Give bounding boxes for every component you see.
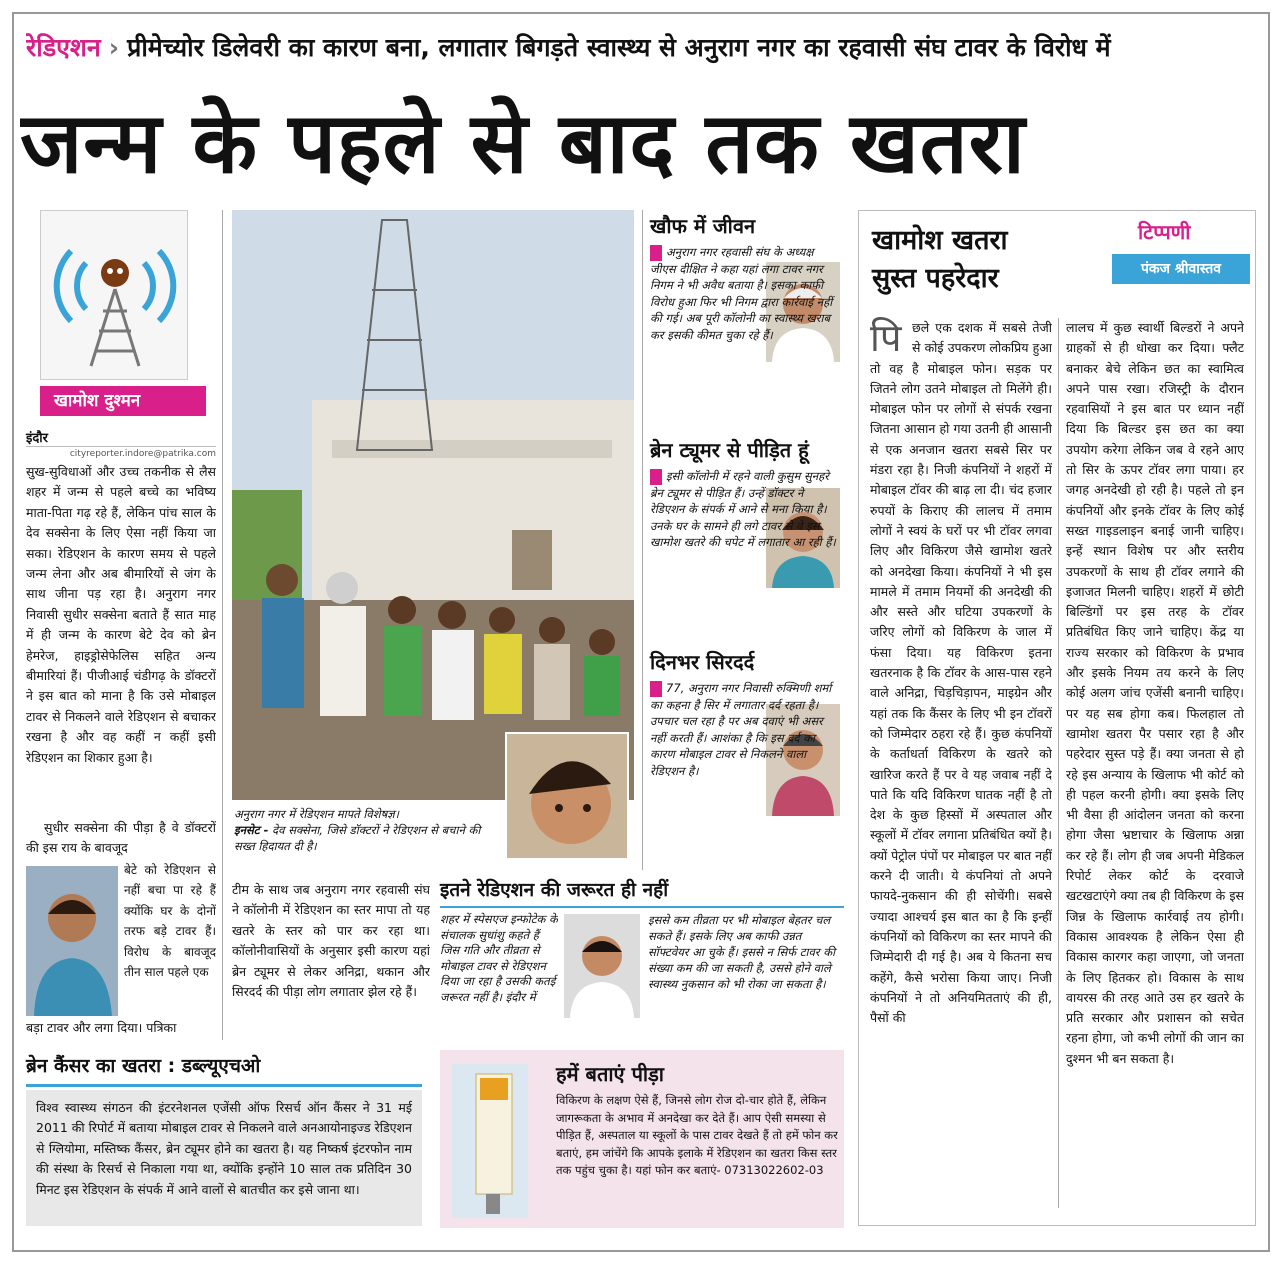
quote-icon xyxy=(650,469,662,485)
left-badge: खामोश दुश्मन xyxy=(40,386,206,416)
who-box: विश्व स्वास्थ्य संगठन की इंटरनेशनल एजेंसी ऑफ रिसर्च ऑन कैंसर ने 31 मई 2011 की रिपोर्ट में बताया मोबाइल टावर से निकलने वाले अनआयोनाइज्ड रेडिएशन से ग्लियोमा, मस्तिष्क कैंसर, ब्रेन ट्यूमर होने का खतरा है। यह निष्कर्ष इंटरफोन नाम की संस्था के रिसर्च से निकाला गया था, क्योंकि इन्होंने 10 साल तक प्रतिदिन 30 मिनट इस रेडिएशन के संपर्क में आने वालों से बातचीत कर इसे जाना था। xyxy=(26,1090,422,1226)
father-photo xyxy=(26,866,118,1016)
man-portrait-icon xyxy=(26,866,118,1016)
column-rule xyxy=(222,210,223,1040)
kicker-tag: रेडिएशन xyxy=(26,33,101,62)
fear-text: अनुराग नगर रहवासी संघ के अध्यक्ष जीएस दीक्षित ने कहा यहां लगा टावर नगर निगम ने भी अवैध बताया है। इसका काफी विरोध हुआ फिर भी निगम द्वारा कार्रवाई नहीं की गई। अब पूरी कॉलोनी का स्वास्थ्य खराब कर इसकी कीमत चुका रहे हैं। xyxy=(650,245,833,342)
opinion-title xyxy=(872,222,1008,298)
need-photo xyxy=(564,914,640,1018)
left-para3: बेटे को रेडिएशन से नहीं बचा पा रहे हैं क्योंकि घर के दोनों तरफ बड़े टावर हैं। विरोध के बावजूद तीन साल पहले एक xyxy=(124,863,216,980)
who-title: ब्रेन कैंसर का खतरा : डब्ल्यूएचओ xyxy=(26,1055,261,1077)
kicker-separator: › xyxy=(108,33,120,62)
headache-title: दिनभर सिरदर्द xyxy=(650,650,755,674)
signal-logo xyxy=(40,210,188,380)
opinion-column-rule xyxy=(1058,318,1059,1208)
left-para2: सुधीर सक्सेना की पीड़ा है वे डॉक्टरों की इस राय के बावजूद xyxy=(26,820,216,856)
child-portrait-icon xyxy=(507,734,627,858)
left-para1: सुख-सुविधाओं और उच्च तकनीक से लैस शहर में जन्म से पहले बच्चे का भविष्य माता-पिता गढ़ रहे हैं, लेकिन पांच साल के देव सक्सेना के लिए ऐसा नहीं किया जा सका। रेडिएशन के कारण समय से पहले जन्म लेना और अब बीमारियों से जंग के साथ जीना पड़ रहा है। अनुराग नगर निवासी सुधीर सक्सेना बताते हैं सात माह में ही जन्म के कारण बेटे देव को ब्रेन हेमरेज, हाइड्रोसेफेलिस सहित अन्य बीमारियां हैं। पीजीआई चंडीगढ़ के डॉक्टरों ने इस बात को माना है कि उसे मोबाइल टावर से निकलने वाले रेडिएशन से बचाकर रखना है और वह कहीं न कहीं इसी रेडिएशन का शिकार हुआ है। xyxy=(26,464,216,765)
tower-sign-icon xyxy=(452,1064,528,1218)
caption-line1: अनुराग नगर में रेडिएशन मापते विशेषज्ञ। xyxy=(234,807,399,821)
tumor-title: ब्रेन ट्यूमर से पीड़ित हूं xyxy=(650,438,809,462)
man-portrait-icon xyxy=(564,914,640,1018)
tower-skull-icon xyxy=(41,211,189,381)
opinion-label: टिप्पणी xyxy=(1138,220,1191,244)
opinion-author: पंकज श्रीवास्तव xyxy=(1112,254,1250,284)
need-rule xyxy=(440,906,844,908)
kicker xyxy=(26,30,1266,70)
opinion-title-line1: खामोश खतरा xyxy=(872,225,1008,256)
tell-title: हमें बताएं पीड़ा xyxy=(556,1062,664,1086)
opinion-col1: छले एक दशक में सबसे तेजी से कोई उपकरण लोकप्रिय हुआ तो वह है मोबाइल फोन। सड़क पर जितने लोग उतने मोबाइल तो मिलेंगे ही। मोबाइल फोन पर लोगों से संपर्क रखना जितना आसान हो गया उतनी ही आसानी से एक अनजान खतरा सबसे सिर पर मंडरा रहा है। निजी कंपनियों ने शहरों में मोबाइल टॉवर की बाढ़ ला दी। चंद हजार रुपयों के किराए की लालच में तमाम लोगों ने स्वयं के घरों पर भी टॉवर लगवा लिए और विकिरण जैसे खामोश खतरे को अनदेखा किया। कंपनियों ने भी इस मामले में तमाम नियमों की अनदेखी की और सस्ते और घटिया उपकरणों के जरिए लोगों को विकिरण के जाल में फंसा दिया। यह विकिरण इतना खतरनाक है कि टॉवर के आस-पास रहने वाले अनिद्रा, चिड़चिड़ापन, माइग्रेन और यहां तक कि कैंसर के लिए भी इन टॉवरों को जिम्मेदार ठहरा रहे हैं। कुछ कंपनियों के कर्ताधर्ता विकिरण के खतरे को खारिज करते हैं पर वे यह जवाब नहीं दे पाते कि यदि विकिरण घातक नहीं है तो देश के कुछ हिस्सों में अस्पताल और स्कूलों में टॉवर लगाना प्रतिबंधित क्यों है। क्यों पेट्रोल पंपों पर मोबाइल पर बात नहीं करने दी जाती। ये कंपनियां तो अपने फायदे-नुकसान की ही सोचेंगी। सबसे ज्यादा आश्चर्य इस बात का है कि इन्हीं कंपनियों को विकिरण का स्तर मापने की जिम्मेदारी दी गई है। अब ये कितना सच कहेंगे, कैसे भरोसा किया जाए। निजी कंपनियों ने तो अनियमितताएं की ही, पैसों की xyxy=(870,320,1052,1026)
quote-icon xyxy=(650,245,662,261)
fear-title: खौफ में जीवन xyxy=(650,214,756,238)
opinion-title-line2: सुस्त पहरेदार xyxy=(872,263,999,294)
who-rule xyxy=(26,1084,422,1087)
opinion-col2: लालच में कुछ स्वार्थी बिल्डरों ने अपने ग्राहकों से ही धोखा कर दिया। फ्लैट बनाकर बेचे लेकिन छत का स्वामित्व अपने पास रखा। रजिस्ट्री के दौरान रहवासियों ने इस बात पर ध्यान नहीं दिया कि बिल्डर इस छत का क्या उपयोग करेगा लेकिन जब वे रहने आए तो सिर के ऊपर टॉवर लगा पाया। हर जगह अनदेखी हो रही है। पहले तो इन कंपनियों और इनके टॉवर के लिए कोई सख्त गाइडलाइन बनाई जानी चाहिए। इन्हें स्थान विशेष पर और स्तरीय उपकरणों के साथ ही टॉवर लगाने की इजाजत मिलनी चाहिए। शहरों में छोटी बिल्डिंगों पर इस तरह के टॉवर प्रतिबंधित किए जाने चाहिए। केंद्र या राज्य सरकार को विकिरण के प्रभाव और इसके नियम तय करने के लिए कोई अलग जांच एजेंसी बनानी चाहिए। पर यह सब होगा कब। फिलहाल तो खामोश खतरा पैर पसार रहा है और पहरेदार सुस्त पड़े हैं। क्या जनता से हो रहे इस अन्याय के खिलाफ भी कोर्ट को ही पहल करनी होगी। क्या इसके लिए भी वैसा ही आंदोलन जनता को करना होगा जैसा भ्रष्टाचार के खिलाफ अन्ना कर रहे हैं। लोग ही जब अपनी मेडिकल रिपोर्ट लेकर कोर्ट के दरवाजे खटखटाएंगे क्या तब ही विकिरण के इस जिन्न के खिलाफ कार्रवाई तय होगी। विकास आवश्यक है लेकिन ऐसा ही विकास कारगर कहा जाएगा, जो जनता के लिए हितकर हो। विकास के साथ वायरस की तरह आते उस हर खतरे के प्रति सरकार और प्रशासन को सचेत रहना होगा, जो कभी लोगों की जान का दुश्मन भी बन सकता है। xyxy=(1066,320,1244,1066)
caption-line2: इनसेट - देव सक्सेना, जिसे डॉक्टरों ने रेडिएशन से बचाने की सख्त हिदायत दी है। xyxy=(234,823,481,853)
quote-icon xyxy=(650,681,662,697)
reporter-email: cityreporter.indore@patrika.com xyxy=(26,446,216,459)
column-rule xyxy=(642,210,643,870)
photo-caption xyxy=(234,806,502,854)
tower-sign-graphic xyxy=(452,1064,528,1218)
inset-photo xyxy=(505,732,629,860)
headline: जन्म के पहले से बाद तक खतरा xyxy=(20,94,1026,192)
dateline: इंदौर xyxy=(26,431,48,446)
left-para4: बड़ा टावर और लगा दिया। पत्रिका xyxy=(26,1020,177,1035)
dropcap-spacer xyxy=(870,318,912,358)
kicker-text: प्रीमेच्योर डिलेवरी का कारण बना, लगातार बिगड़ते स्वास्थ्य से अनुराग नगर का रहवासी संघ टावर के विरोध में xyxy=(127,33,1111,62)
tumor-text: इसी कॉलोनी में रहने वाली कुसुम सुनहरे ब्रेन ट्यूमर से पीड़ित हैं। उन्हें डॉक्टर ने रेडिएशन के संपर्क में आने से मना किया है। उनके घर के सामने ही लगे टावर से वे इस खामोश खतरे की चपेट में लगातार आ रही हैं। xyxy=(650,469,836,549)
tower-crowd-photo xyxy=(232,210,634,800)
headache-text: 77, अनुराग नगर निवासी रुक्मिणी शर्मा का कहना है सिर में लगातार दर्द रहता है। उपचार चल रहा है पर अब दवाएं भी असर नहीं करती हैं। आशंका है कि इस दर्द का कारण मोबाइल टावर से निकलने वाला रेडिएशन है। xyxy=(650,681,832,778)
center-text: टीम के साथ जब अनुराग नगर रहवासी संघ ने कॉलोनी में रेडिएशन का स्तर मापा तो यह खतरे के स्तर को पार कर रहा था। कॉलोनीवासियों के अनुसार इसी कारण यहां ब्रेन ट्यूमर से लेकर अनिद्रा, थकान और सिरदर्द की पीड़ा लोग लगातार झेल रहे हैं। xyxy=(232,882,430,1000)
main-photo xyxy=(232,210,634,800)
opinion-dropcap: पि xyxy=(870,316,902,360)
need-col1: शहर में स्पेसएज इन्फोटेक के संचालक सुधांशु कहते हैं जिस गति और तीव्रता से मोबाइल टावर से रेडिएशन दिया जा रहा है उसकी कतई जरूरत नहीं है। इंदौर में xyxy=(440,912,558,1004)
need-col2: इससे कम तीव्रता पर भी मोबाइल बेहतर चल सकते हैं। इसके लिए अब काफी उन्नत सॉफ्टवेयर आ चुके हैं। इससे न सिर्फ टावर की संख्या कम की जा सकती है, उससे होने वाले स्वास्थ्य नुकसान को भी रोका जा सकता है। xyxy=(648,913,836,991)
tell-text: विकिरण के लक्षण ऐसे हैं, जिनसे लोग रोज दो-चार होते हैं, लेकिन जागरूकता के अभाव में अनदेखा कर देते हैं। आप ऐसी समस्या से पीड़ित हैं, अस्पताल या स्कूलों के पास टावर देखते हैं तो हमें फोन कर बताएं, हम जांचेंगे कि आपके इलाके में रेडिएशन का खतरा किस स्तर तक पहुंच चुका है। यहां फोन कर बताएं- 07313022602-03 xyxy=(556,1093,838,1178)
need-title: इतने रेडिएशन की जरूरत ही नहीं xyxy=(440,879,669,901)
